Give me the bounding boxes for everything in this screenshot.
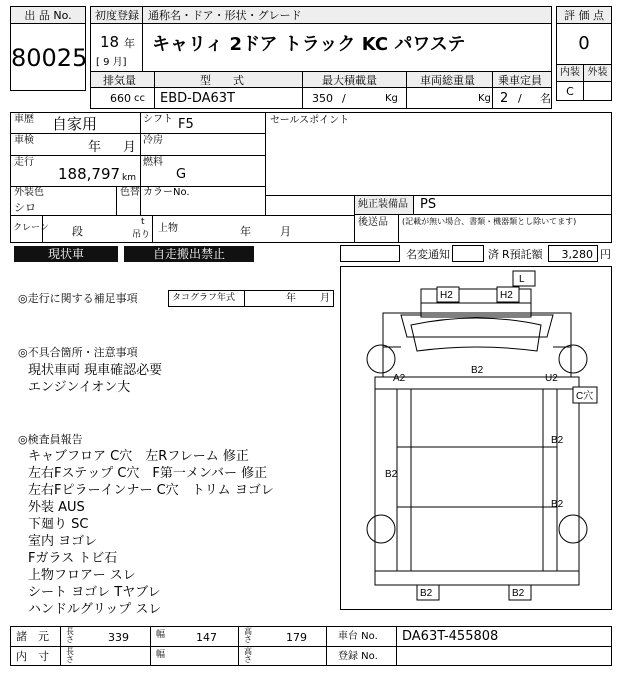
max-load: 350: [312, 92, 333, 105]
inspector-line: 室内 ヨゴレ: [28, 534, 98, 549]
mileage-label: 走行: [14, 157, 34, 168]
fuel-value: G: [176, 167, 187, 182]
height-value: 179: [286, 631, 307, 644]
length-label: 長さ: [66, 627, 74, 644]
mark-c-hole: C穴: [576, 391, 594, 402]
crane-label: クレーン: [13, 223, 49, 233]
mark-b2-right-rear: B2: [551, 499, 564, 510]
interior-label: 内装: [560, 67, 580, 78]
recycle-fee: 3,280: [561, 248, 593, 261]
front-right-wheel: [559, 345, 587, 373]
blank-cell: [340, 245, 400, 262]
capacity-label: 乗車定員: [498, 74, 542, 87]
inspector-list: [28, 448, 274, 618]
upper-month: 月: [280, 225, 291, 238]
mark-a2: A2: [393, 373, 406, 384]
name-change-cell: [452, 245, 484, 262]
interior-score: C: [566, 85, 574, 98]
crane-hang: 吊り: [132, 230, 151, 240]
mark-b2-rear-right: B2: [512, 588, 525, 599]
history-label: 車歴: [14, 114, 34, 125]
inspector-line: シート ヨゴレ Tヤブレ: [28, 585, 161, 600]
inspector-label: ◎検査員報告: [18, 433, 83, 446]
upper-label: 上物: [158, 223, 178, 234]
model-label: 通称名・ドア・形状・グレード: [148, 9, 302, 22]
sales-point-label: セールスポイント: [270, 115, 350, 126]
inspector-line: 左右Fステップ C穴 F第一メンバー 修正: [28, 466, 268, 481]
shift-label: シフト: [143, 114, 173, 125]
defect-list: [28, 362, 162, 396]
inspection-month: 月: [123, 140, 137, 155]
fuel-label: 燃料: [143, 157, 163, 168]
mileage-value: 188,797: [58, 165, 121, 183]
color-change-label: 色替: [120, 187, 140, 198]
exterior-color-label: 外装色: [14, 187, 44, 198]
displacement-unit: cc: [134, 93, 145, 104]
length-label-2: 長さ: [66, 647, 74, 664]
inspection-label: 車検: [14, 135, 34, 146]
score-label: 評 価 点: [564, 9, 604, 22]
crane-step: 段: [72, 225, 83, 238]
recycle-fee-cell: [548, 245, 598, 262]
max-load-label: 最大積載量: [322, 74, 377, 87]
kg-unit-1: Kg: [385, 93, 398, 104]
lot-no-cell: [10, 23, 86, 91]
rear-right-wheel: [559, 515, 587, 543]
spec-label: 諸 元: [16, 630, 49, 643]
score-cell: [556, 23, 612, 65]
genuine-value: PS: [420, 197, 437, 212]
height-label-2: 高さ: [244, 647, 252, 664]
inspector-line: 下廻り SC: [28, 517, 89, 532]
upper-year: 年: [240, 225, 251, 238]
reg-no-label: 登録 No.: [338, 651, 378, 662]
interior-label-cell: [556, 64, 584, 82]
chassis-value: DA63T-455808: [402, 629, 499, 644]
width-value: 147: [196, 631, 217, 644]
crane-row: [10, 215, 355, 243]
mark-b2-right: B2: [551, 435, 564, 446]
rear-left-wheel: [367, 515, 395, 543]
max-load-slash: /: [342, 92, 346, 105]
inspector-line: キャブフロア C穴 左Rフレーム 修正: [28, 449, 249, 464]
lot-no: 80025: [11, 44, 88, 72]
name-change-label: 名変通知: [406, 248, 450, 261]
mark-b2-rear-left: B2: [420, 588, 433, 599]
inspector-line: 上物フロアー スレ: [28, 568, 136, 583]
displacement: 660: [110, 92, 131, 105]
mark-b2-left: B2: [385, 469, 398, 480]
inspection-year: 年: [88, 140, 102, 155]
mark-b2-hood: B2: [471, 365, 484, 376]
front-left-wheel: [367, 345, 395, 373]
exterior-color-value: シロ: [14, 201, 36, 214]
interior-score-cell: [556, 81, 584, 101]
history-value: 自家用: [52, 115, 98, 133]
exterior-label-cell: [583, 64, 612, 82]
defect-line: エンジンイオン大: [28, 380, 131, 395]
mark-h2-right: H2: [500, 290, 513, 301]
year-unit: 年: [124, 37, 135, 50]
defect-line: 現状車両 現車確認必要: [28, 363, 163, 378]
aftermarket-label: 後送品: [358, 217, 388, 228]
tacho-month: 月: [320, 293, 330, 304]
length-value: 339: [108, 631, 129, 644]
defect-label: ◎不具合箇所・注意事項: [18, 346, 138, 359]
details-left-box: [10, 112, 266, 216]
height-label: 高さ: [244, 627, 252, 644]
width-label: 幅: [156, 630, 166, 640]
reg-year: 18: [100, 33, 120, 51]
inspector-line: ハンドルグリップ スレ: [28, 602, 162, 617]
yen-label: 円: [600, 248, 611, 261]
chassis-label: 車台 No.: [338, 631, 378, 642]
interior-dim-label: 内 寸: [16, 650, 49, 663]
total-weight-label: 車両総重量: [420, 74, 475, 87]
crane-ton: t: [141, 217, 145, 227]
capacity: 2: [500, 91, 509, 106]
self-drive-prohibited-button: 自走搬出禁止: [124, 246, 254, 262]
current-status-button: 現状車: [14, 246, 118, 262]
reg-month: [ 9 月]: [96, 57, 127, 68]
mark-u2: U2: [545, 373, 558, 384]
lot-no-label: 出 品 No.: [24, 9, 72, 22]
truck-diagram: [341, 267, 613, 611]
hood: [411, 318, 541, 351]
specs-label-row: [90, 71, 552, 88]
color-code-label: カラーNo.: [143, 187, 190, 198]
inspector-line: 外装 AUS: [28, 500, 85, 515]
mileage-unit: km: [122, 173, 136, 183]
mark-l: L: [519, 274, 525, 285]
model-name: キャリィ 2ドア トラック KC パワステ: [152, 34, 466, 55]
driving-notes-label: ◎走行に関する補足事項: [18, 292, 138, 305]
tacho-year: 年: [286, 293, 296, 304]
mark-h2-left: H2: [440, 290, 453, 301]
recycle-done-label: 済: [488, 248, 499, 261]
damage-diagram-frame: [340, 266, 612, 610]
exterior-label: 外装: [587, 67, 608, 78]
inspector-line: Fガラス トビ石: [28, 551, 118, 566]
kg-unit-2: Kg: [478, 93, 491, 104]
inspector-line: 左右Fピラーインナー C穴 トリム ヨゴレ: [28, 483, 274, 498]
first-reg-label: 初度登録: [95, 9, 139, 22]
capacity-sep: /: [518, 92, 522, 105]
bed-outline: [375, 377, 579, 585]
capacity-unit: 名: [540, 92, 551, 105]
aftermarket-note: (記載が無い場合、書類・機器類とし除いてます): [402, 217, 577, 226]
ac-label: 冷房: [143, 135, 163, 146]
genuine-label: 純正装備品: [358, 199, 408, 210]
shift-value: F5: [178, 117, 194, 132]
score-value: 0: [578, 33, 590, 54]
bed-floor: [397, 389, 557, 571]
width-label-2: 幅: [156, 650, 166, 660]
lot-no-label-cell: [10, 6, 86, 24]
displacement-label: 排気量: [103, 74, 136, 87]
tacho-label: タコグラフ年式: [172, 293, 236, 303]
score-label-cell: [556, 6, 612, 24]
model-code: EBD-DA63T: [160, 91, 235, 106]
type-label: 型 式: [200, 74, 244, 87]
exterior-score-cell: [583, 81, 612, 101]
recycle-fee-label: R預託額: [502, 248, 543, 261]
